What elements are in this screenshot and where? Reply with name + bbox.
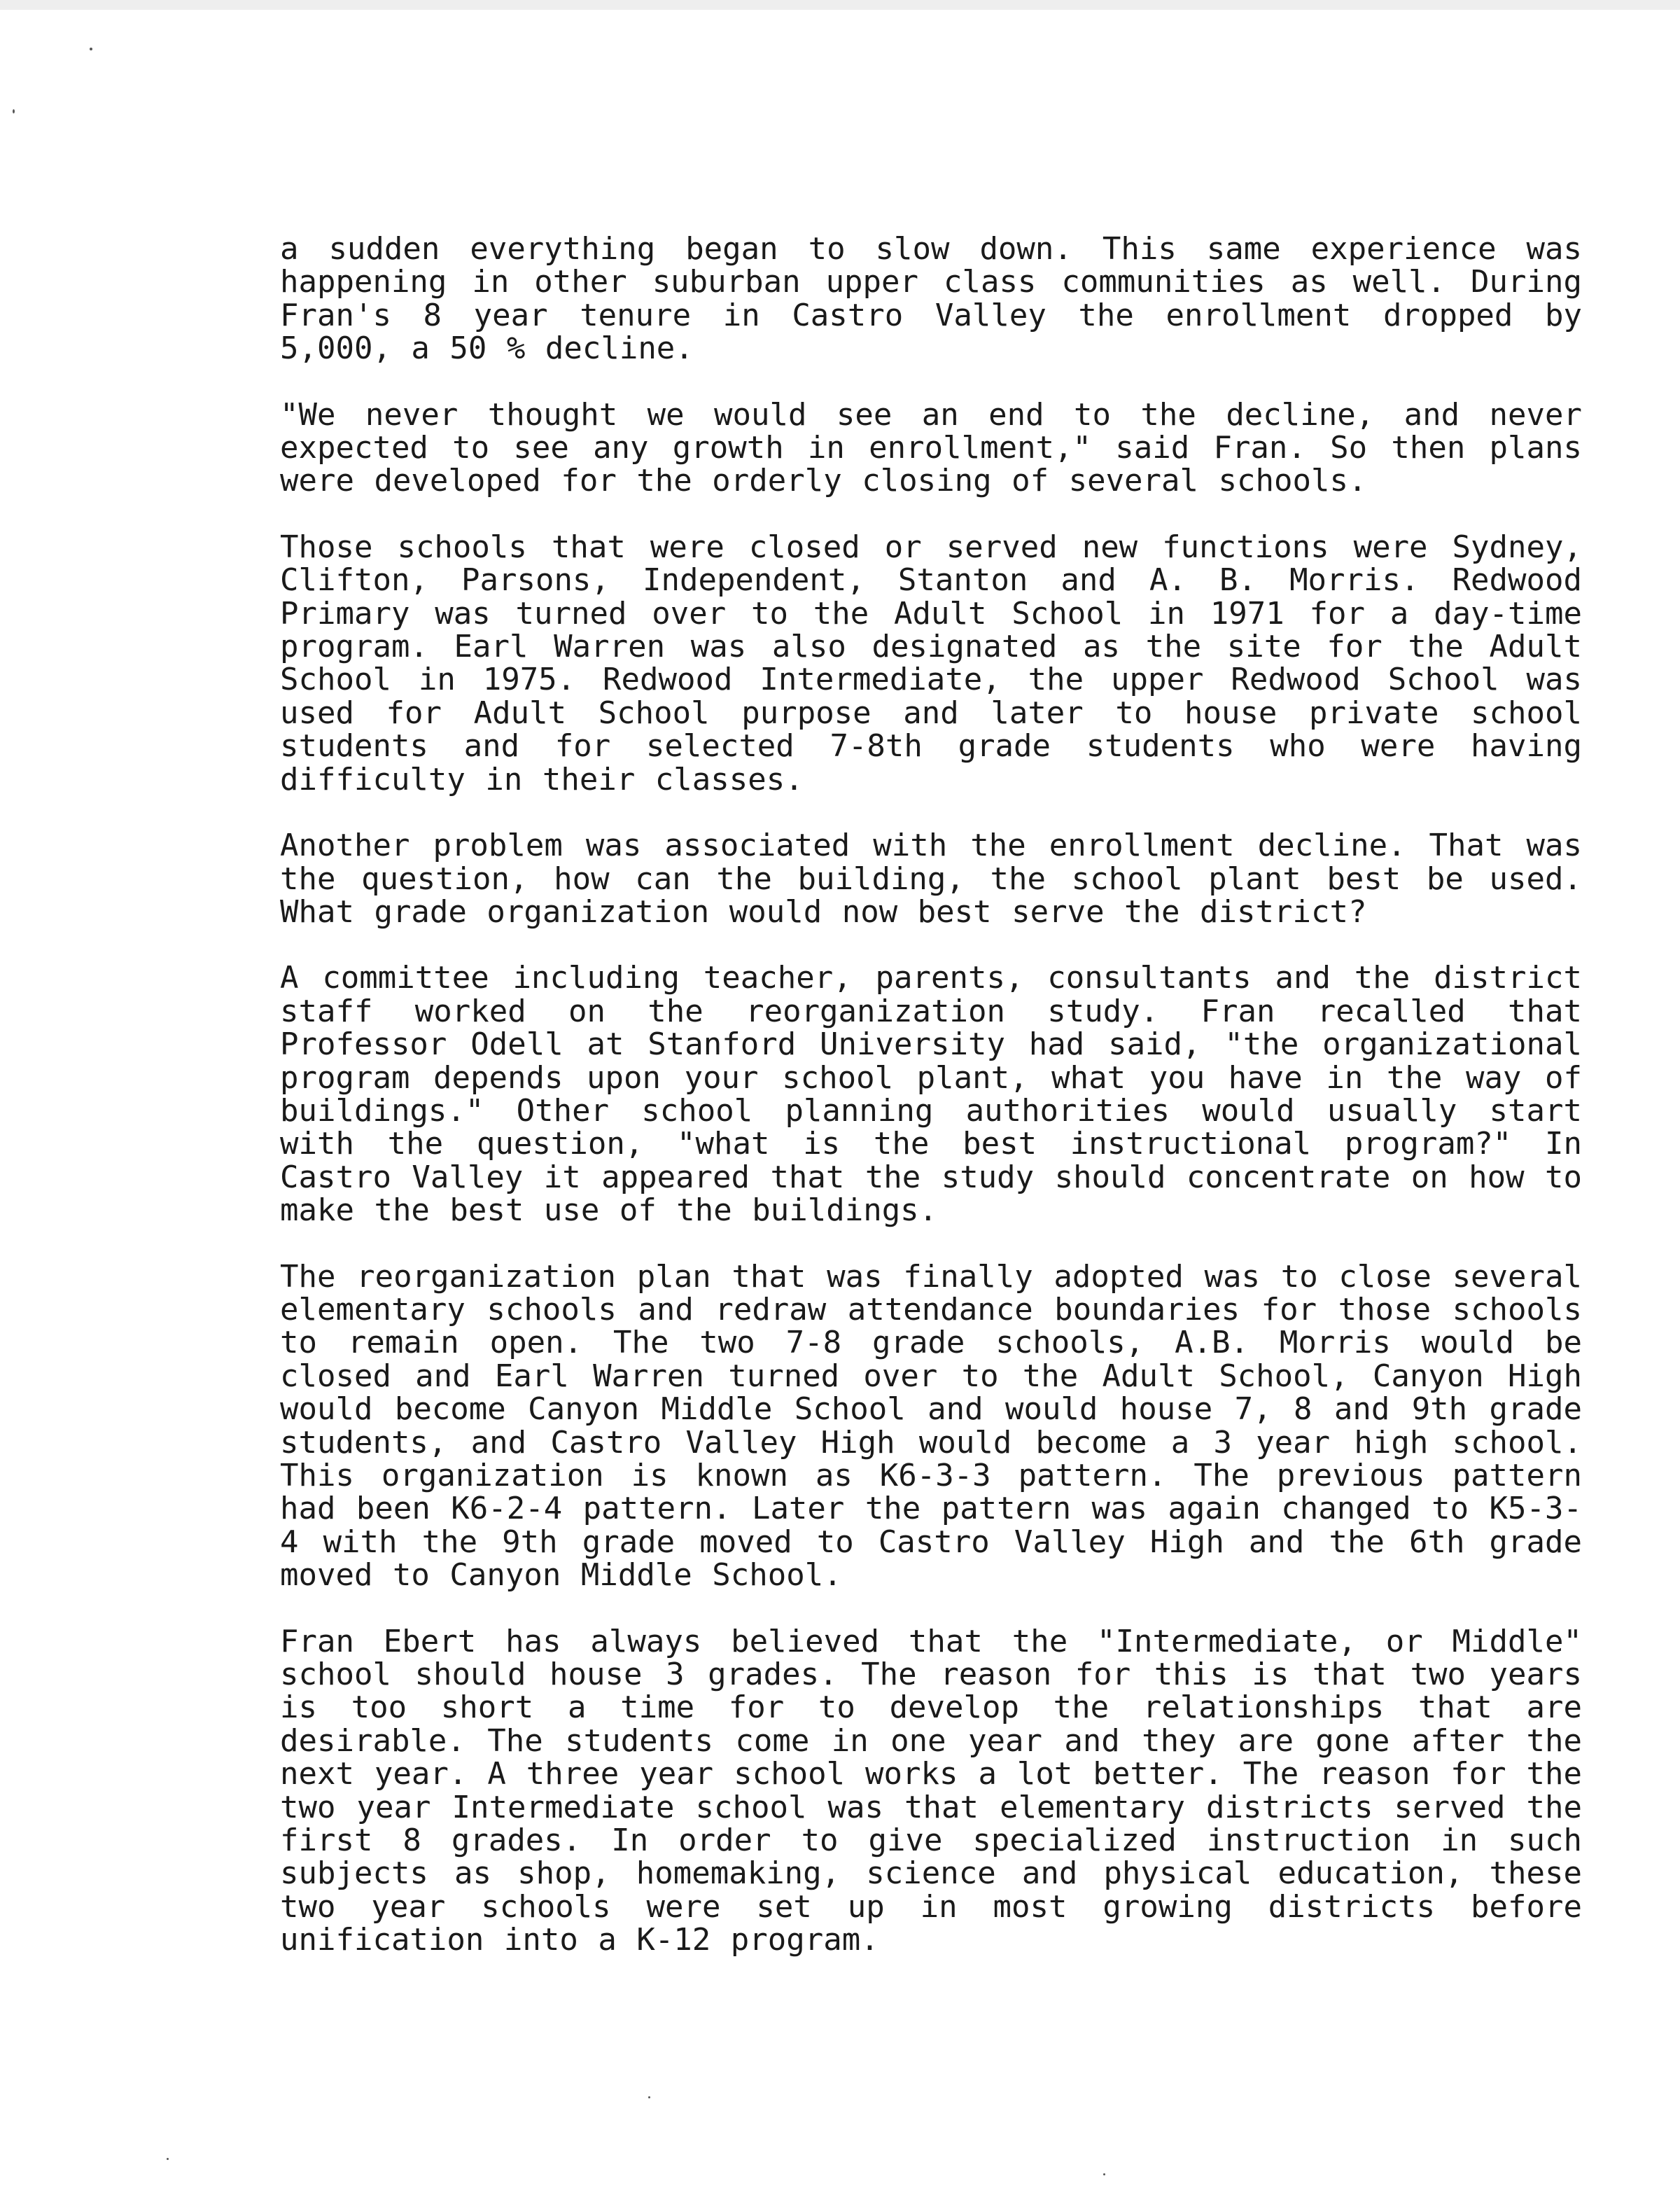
scan-speck — [90, 48, 92, 50]
paragraph-building-use: Another problem was associated with the enrollment decline. That was the question, how can the building, the school plant best be used. What grade organization would now best serve the district? — [280, 828, 1582, 930]
paragraph-closed-schools: Those schools that were closed or served new functions were Sydney, Clifton, Parsons, Independent, Stanton and A. B. Morris. Redwood Primary was turned over to the Adult School in 1971 for a day-time program. Earl Warren was also designated as the site for the Adult School in 1975. Redwood Intermediate, the upper Redwood School was used for Adult School purpose and later to house private school students and for selected 7-8th grade students who were having difficulty in their classes. — [280, 529, 1582, 797]
scan-speck — [1103, 2173, 1105, 2175]
scan-top-edge — [0, 0, 1680, 10]
scan-speck — [648, 2096, 650, 2098]
paragraph-fran-quote: "We never thought we would see an end to the decline, and never expected to see any growth in enrollment," said Fran. So then plans were developed for the orderly closing of several schools. — [280, 396, 1582, 499]
paragraph-reorganization-plan: The reorganization plan that was finally adopted was to close several elementary schools and redraw attendance boundaries for those schools to remain open. The two 7-8 grade schools, A.B. Morris would be closed and Earl Warren turned over to the Adult School, Canyon High would become Canyon Middle School and would house 7, 8 and 9th grade students, and Castro Valley High would become a 3 year high school. This organization is known as K6-3-3 pattern. The previous pattern had been K6-2-4 pattern. Later the pattern was again changed to K5-3-4 with the 9th grade moved to Castro Valley High and the 6th grade moved to Canyon Middle School. — [280, 1258, 1582, 1594]
paragraph-enrollment-slowdown: a sudden everything began to slow down. This same experience was happening in other suburban upper class communities as well. During Fran's 8 year tenure in Castro Valley the enrollment dropped by 5,000, a 50 % decline. — [280, 231, 1582, 367]
paragraph-middle-school: Fran Ebert has always believed that the "Intermediate, or Middle" school should house 3 grades. The reason for this is that two years is too short a time for to develop the relationships that are desirable. The students come in one year and they are gone after the next year. A three year school works a lot better. The reason for the two year Intermediate school was that elementary districts served the first 8 grades. In order to give specialized instruction in such subjects as shop, homemaking, science and physical education, these two year schools were set up in most growing districts before unification into a K-12 program. — [280, 1623, 1582, 1958]
paragraph-committee-study: A committee including teacher, parents, consultants and the district staff worked on the reorganization study. Fran recalled that Professor Odell at Stanford University had said, "the organizational program depends upon your school plant, what you have in the way of buildings." Other school planning authorities would usually start with the question, "what is the best instructional program?" In Castro Valley it appeared that the study should concentrate on how to make the best use of the buildings. — [280, 960, 1582, 1229]
body-text — [280, 232, 1582, 1990]
scan-speck — [167, 2158, 169, 2160]
scan-speck — [13, 109, 15, 113]
